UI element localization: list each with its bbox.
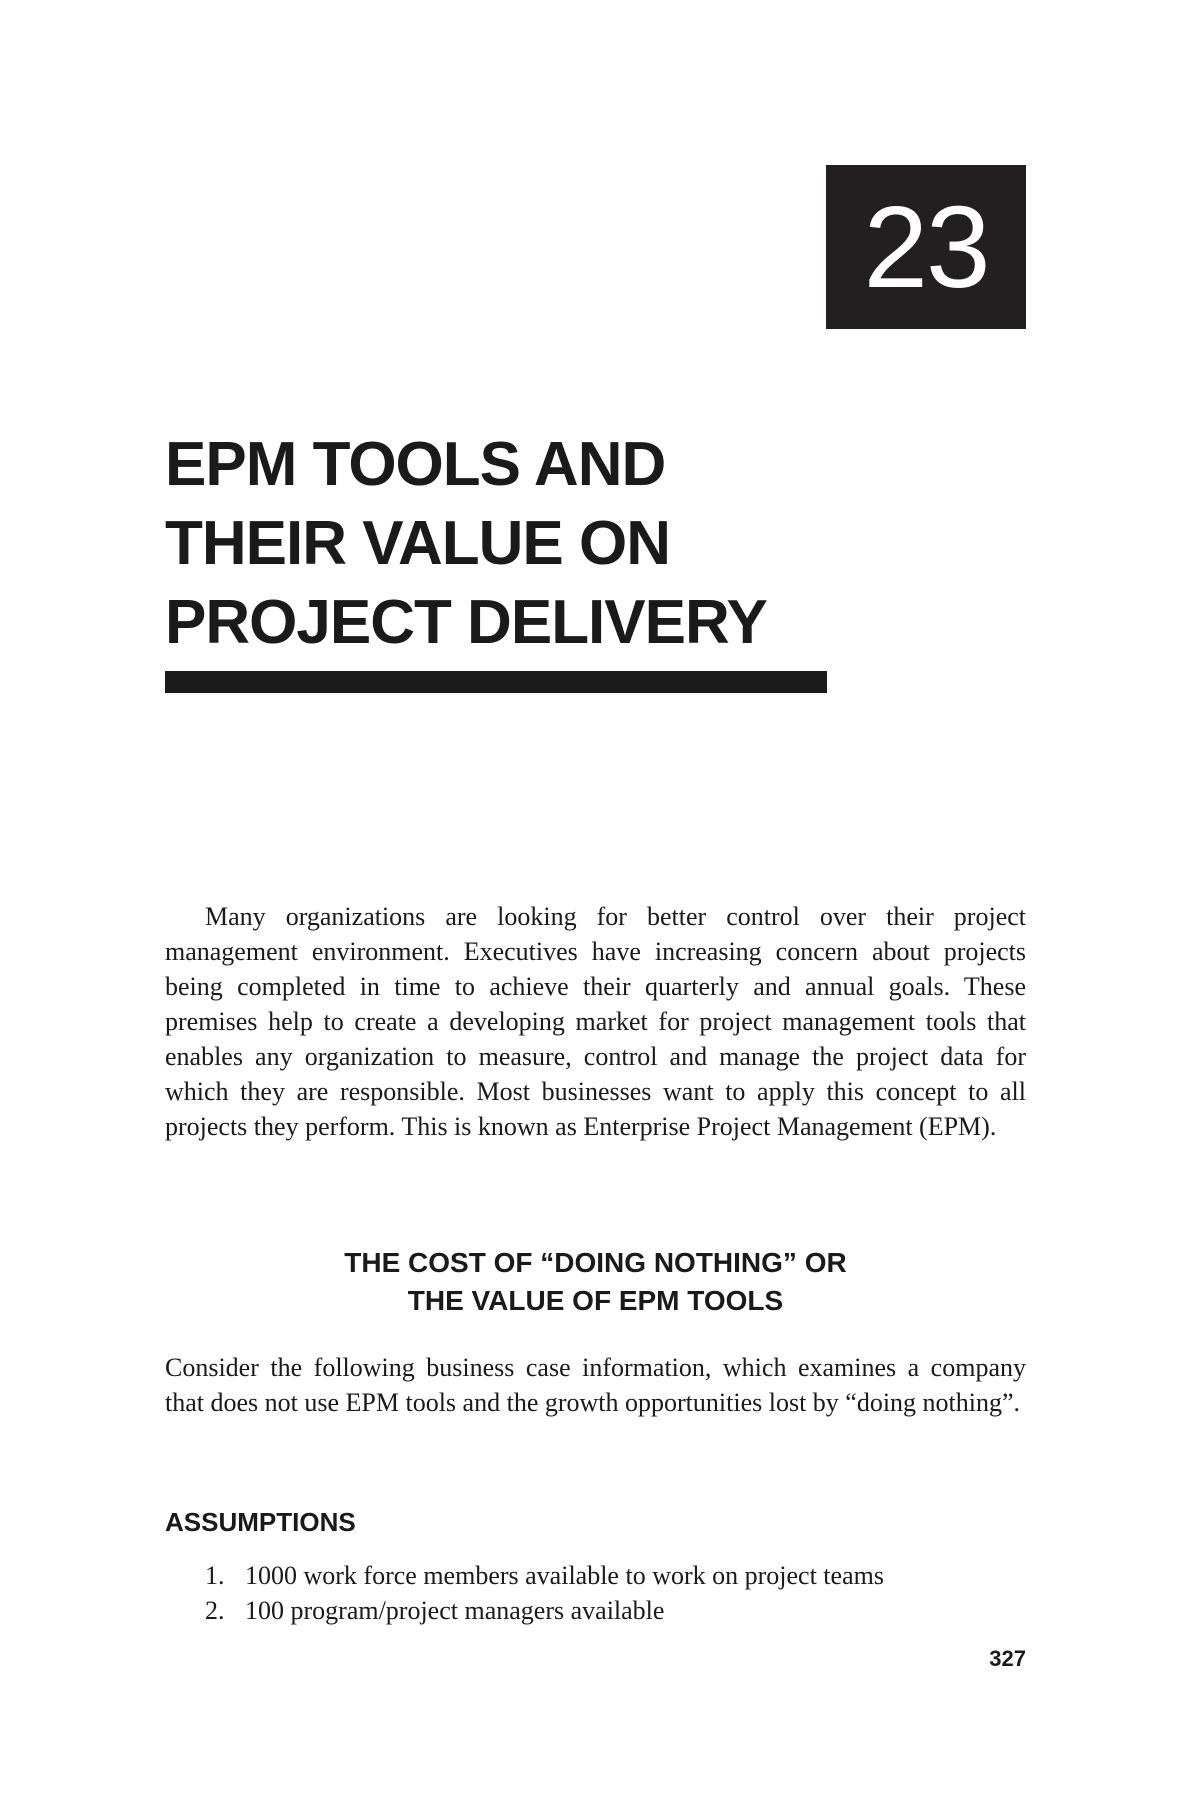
list-item-text: 1000 work force members available to work on project teams <box>245 1561 884 1590</box>
chapter-title-line-2: THEIR VALUE ON <box>165 509 670 578</box>
chapter-number-box <box>826 165 1026 329</box>
section-heading-line-2: THE VALUE OF EPM TOOLS <box>407 1285 784 1316</box>
chapter-title-line-1: EPM TOOLS AND <box>165 430 666 499</box>
section-heading <box>165 1244 1026 1320</box>
chapter-number: 23 <box>863 182 989 312</box>
list-item-text: 100 program/project managers available <box>245 1596 665 1625</box>
assumptions-heading: ASSUMPTIONS <box>165 1507 356 1537</box>
list-item-number: 1. <box>205 1561 225 1590</box>
list-item <box>205 1593 1025 1628</box>
section-heading-line-1: THE COST OF “DOING NOTHING” OR <box>344 1247 847 1278</box>
section-paragraph: Consider the following business case information, which examines a company that does not use EPM tools and the growth opportunities lost by “doing nothing”. <box>165 1353 1026 1417</box>
list-item-number: 2. <box>205 1596 225 1625</box>
chapter-title-line-3: PROJECT DELIVERY <box>165 588 767 657</box>
assumptions-list <box>205 1558 1025 1628</box>
page-number: 327 <box>989 1646 1026 1671</box>
intro-paragraph: Many organizations are looking for better control over their project management environment. Executives have increasing concern about projects being completed in time to achieve their quarterly and annual goals. These premises help to create a developing market for project management tools that enables any organization to measure, control and manage the project data for which they are responsible. Most businesses want to apply this concept to all projects they perform. This is known as Enterprise Project Management (EPM). <box>165 902 1026 1141</box>
chapter-title <box>165 425 865 662</box>
list-item <box>205 1558 1025 1593</box>
title-rule <box>165 671 827 693</box>
